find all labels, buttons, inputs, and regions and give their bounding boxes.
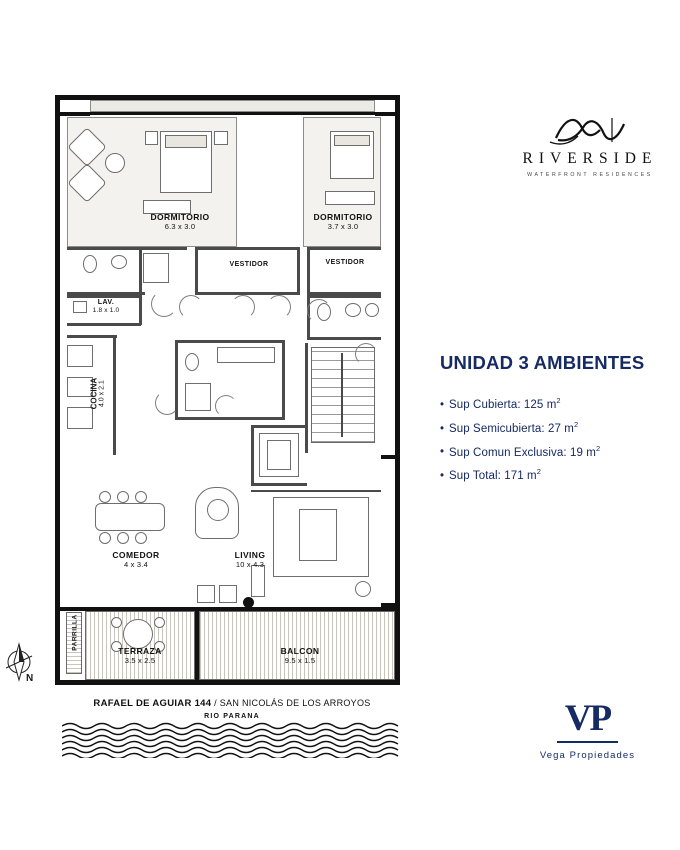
dining-table	[95, 503, 165, 531]
compass-icon	[2, 640, 44, 692]
sn-monogram-svg	[520, 112, 660, 150]
wall-bath-left-vert	[139, 250, 142, 295]
dining-chair-6	[135, 532, 147, 544]
spec-unit: 2	[556, 396, 561, 405]
riverside-tagline: WATERFRONT RESIDENCES	[527, 172, 653, 178]
spec-row	[440, 467, 670, 482]
wall-cocina-right	[113, 335, 116, 455]
bullet-icon: •	[440, 398, 445, 411]
spec-row	[440, 444, 670, 459]
top-recess	[90, 100, 375, 112]
small-sofa-1	[197, 585, 215, 603]
wall-vestidor-2-top	[307, 247, 381, 250]
wall-stairs-left	[305, 343, 308, 453]
wall-right-notch-2	[381, 603, 395, 607]
river-waves	[62, 722, 402, 758]
wall-core-bottom	[175, 417, 285, 420]
nightstand-2	[145, 131, 158, 145]
spec-unit: 2	[573, 419, 579, 429]
door-arc-7	[155, 391, 179, 415]
door-arc-3	[231, 295, 255, 319]
unit-title: UNIDAD 3 AMBIENTES	[440, 352, 645, 373]
wall-notch-left	[55, 112, 90, 116]
river-label: RIO PARANA	[204, 713, 260, 720]
lamp-living	[355, 581, 371, 597]
parrilla-strip	[66, 612, 82, 674]
riverside-monogram-icon	[520, 112, 660, 148]
wall-lav-right	[139, 295, 142, 325]
bullet-icon: •	[440, 422, 445, 435]
spec-unit: 2	[595, 443, 601, 453]
wall-bath-right-bottom	[307, 337, 381, 340]
terraza-chair-2	[154, 617, 165, 628]
wall-stairs-mid	[341, 353, 343, 437]
wall-notch-right	[375, 112, 400, 116]
toilet-1	[83, 255, 97, 273]
wall-lobby-bottom	[251, 483, 307, 486]
unit-specs-list	[440, 396, 670, 491]
door-arc-2	[179, 295, 203, 319]
bullet-icon: •	[440, 446, 445, 459]
lounge-chair-small	[207, 499, 229, 521]
spec-row	[440, 396, 670, 411]
address-city: SAN NICOLÁS DE LOS ARROYOS	[219, 698, 371, 708]
wall-lobby-left	[251, 425, 254, 485]
label-cocina: COCINA 4.0 x 2.1	[89, 377, 106, 410]
floor-plan	[55, 95, 400, 685]
wall-lav-bottom	[67, 323, 141, 326]
wall-vestidor-2-left	[307, 247, 310, 295]
riverside-wordmark: RIVERSIDE	[522, 150, 658, 167]
wall-cocina-top	[67, 335, 117, 338]
dining-chair-4	[99, 532, 111, 544]
compass-north-label: N	[26, 673, 34, 684]
spec-value: 171 m	[504, 470, 537, 483]
address-separator: /	[211, 698, 220, 708]
wall-top-inner	[88, 112, 378, 115]
wall-bath-right-top	[307, 295, 381, 298]
spec-label: Sup Semicubierta:	[449, 422, 545, 435]
wall-living-top	[251, 490, 381, 492]
spec-value: 19 m	[570, 446, 596, 459]
door-arc-5	[307, 299, 331, 323]
label-comedor: COMEDOR 4 x 3.4	[112, 550, 160, 569]
wall-outer-right	[395, 95, 400, 685]
bed-1-pillow	[165, 135, 207, 148]
coffee-table-living	[299, 509, 337, 561]
wall-vestidor-1-top	[195, 247, 300, 250]
vp-monogram: VP	[557, 700, 618, 743]
address-block	[62, 698, 402, 709]
dining-chair-1	[99, 491, 111, 503]
dining-chair-5	[117, 532, 129, 544]
label-vestidor-2: VESTIDOR	[325, 259, 365, 266]
spec-label: Sup Total:	[449, 470, 501, 483]
shower-1	[143, 253, 169, 283]
wall-right-notch	[381, 455, 395, 459]
wall-lav-top	[67, 295, 141, 298]
nightstand-1	[214, 131, 228, 145]
sink-2	[345, 303, 361, 317]
vega-propiedades-logo	[515, 700, 660, 761]
label-terraza: TERRAZA 3.5 x 2.5	[118, 646, 162, 665]
spec-value: 125 m	[523, 398, 557, 411]
door-arc-4	[267, 295, 291, 319]
desk-2	[325, 191, 375, 205]
shower-2	[185, 383, 211, 411]
address-street: RAFAEL DE AGUIAR 144	[93, 698, 212, 709]
spec-value: 27 m	[547, 422, 574, 435]
label-dormitorio-1: DORMITORIO 6.3 x 3.0	[150, 212, 210, 231]
terraza-table	[123, 619, 153, 649]
wall-vestidor-1-bottom	[195, 292, 300, 295]
wall-vestidor-1-left	[195, 247, 198, 295]
compass-rose	[2, 640, 44, 692]
wall-outer-bottom	[55, 680, 400, 685]
door-arc-1	[151, 291, 177, 317]
bullet-icon: •	[440, 470, 445, 483]
label-balcon: BALCON 9.5 x 1.5	[280, 646, 320, 665]
vp-wordmark: Vega Propiedades	[539, 750, 636, 761]
dining-chair-3	[135, 491, 147, 503]
sink-3	[365, 303, 379, 317]
spec-row	[440, 420, 670, 435]
small-sofa-2	[219, 585, 237, 603]
door-arc-8	[215, 395, 237, 417]
spec-unit: 2	[536, 467, 541, 477]
door-arc-6	[355, 343, 377, 365]
bed-2-pillow	[334, 135, 370, 146]
dining-chair-2	[117, 491, 129, 503]
label-lav: LAV. 1.8 x 1.0	[92, 299, 120, 315]
wall-core-top	[175, 340, 285, 343]
spec-label: Sup Cubierta:	[449, 398, 521, 411]
console-living	[251, 565, 265, 597]
terraza-chair-1	[111, 617, 122, 628]
wall-outer-left	[55, 95, 60, 685]
wall-lobby-top	[251, 425, 307, 428]
wall-bath-left-top	[67, 247, 187, 250]
closet-core	[217, 347, 275, 363]
side-table-round	[105, 153, 125, 173]
toilet-3	[185, 353, 199, 371]
wall-vestidor-1-right	[297, 247, 300, 295]
riverside-logo	[520, 112, 660, 178]
label-living: LIVING 10 x 4.3	[234, 550, 266, 569]
label-dormitorio-2: DORMITORIO 3.7 x 3.0	[313, 212, 373, 231]
label-parrilla: PARRILLA	[71, 614, 79, 651]
waves-icon	[62, 722, 402, 758]
elevator-car-inner	[267, 440, 291, 470]
label-vestidor-1: VESTIDOR	[229, 261, 269, 268]
wall-core-right	[282, 340, 285, 420]
sink-1	[111, 255, 127, 269]
spec-label: Sup Comun Exclusiva:	[449, 446, 567, 459]
